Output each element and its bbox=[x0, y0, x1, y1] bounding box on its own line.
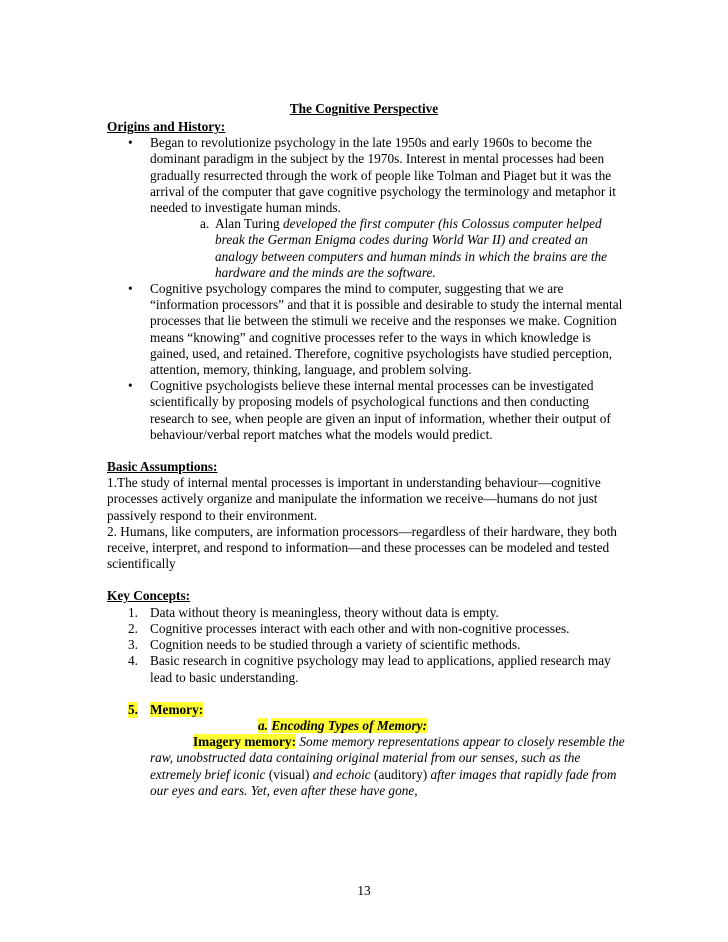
list-item: 1. Data without theory is meaningless, theory without data is empty. bbox=[128, 604, 499, 620]
bullet-item: • Cognitive psychologists believe these internal mental processes can be investigated scientifically by proposing models of psychological functions and then conducting research to see, when people are given an input of information, whether their output of behaviour/verbal report matches what the models would predict. bbox=[128, 378, 611, 442]
imagery-label: Imagery memory: bbox=[193, 734, 297, 750]
body-text bbox=[107, 119, 627, 799]
memory-label: Memory: bbox=[150, 701, 204, 717]
imagery-paragraph: Imagery memory: Some memory representations appear to closely resemble the raw, unobstructed data containing original material from our senses, such as the extremely brief iconic (visual) and echoic (auditory) after images that rapidly fade from our eyes and ears. Yet, even after these have gone, bbox=[150, 734, 625, 798]
page-title: The Cognitive Perspective bbox=[289, 101, 439, 116]
bullet-icon: • bbox=[128, 135, 133, 151]
encoding-heading: a. Encoding Types of Memory: bbox=[258, 717, 428, 733]
assumptions-heading: Basic Assumptions: bbox=[107, 459, 218, 475]
bullet-icon: • bbox=[128, 378, 133, 394]
bullet-icon: • bbox=[128, 281, 133, 297]
list-item: 2. Cognitive processes interact with each other and with non-cognitive processes. bbox=[128, 620, 570, 636]
assumption-1: 1.The study of internal mental processes is important in understanding behaviour—cognitive processes actively organize and manipulate the information we receive—humans do not just passively respond to their environment. bbox=[107, 475, 601, 523]
list-item: 4. Basic research in cognitive psychology may lead to applications, applied research may lead to basic understanding. bbox=[128, 653, 611, 685]
page-number: 13 bbox=[357, 883, 371, 898]
sub-item-turing: a. Alan Turing developed the first computer (his Colossus computer helped break the German Enigma codes during World War II) and created an analogy between computers and human minds in which the brains are the hardware and the minds are the software. bbox=[200, 216, 608, 280]
concepts-heading: Key Concepts: bbox=[107, 588, 191, 604]
memory-item: 5. Memory: bbox=[128, 701, 204, 717]
assumption-2: 2. Humans, like computers, are information processors—regardless of their hardware, they both receive, interpret, and respond to information—and these processes can be modeled and tested scientifically bbox=[107, 523, 617, 572]
bullet-item: • Cognitive psychology compares the mind to computer, suggesting that we are “information processors” and that it is possible and desirable to study the internal mental processes that lie between the stimuli we receive and the responses we make. Cognition means “knowing” and cognitive processes refer to the ways in which knowledge is gained, used, and retained. Therefore, cognitive psychologists have studied perception, attention, memory, thinking, language, and problem solving. bbox=[128, 281, 623, 378]
list-item: 3. Cognition needs to be studied through a variety of scientific methods. bbox=[128, 637, 521, 653]
origins-heading: Origins and History: bbox=[107, 119, 226, 134]
bullet-item: • Began to revolutionize psychology in the late 1950s and early 1960s to become the dominant paradigm in the subject by the 1970s. Interest in mental processes had been gradually resurrected through the work of people like Tolman and Piaget but it was the arrival of the computer that gave cognitive psychology the terminology and metaphor it needed to investigate human minds. bbox=[128, 135, 616, 216]
